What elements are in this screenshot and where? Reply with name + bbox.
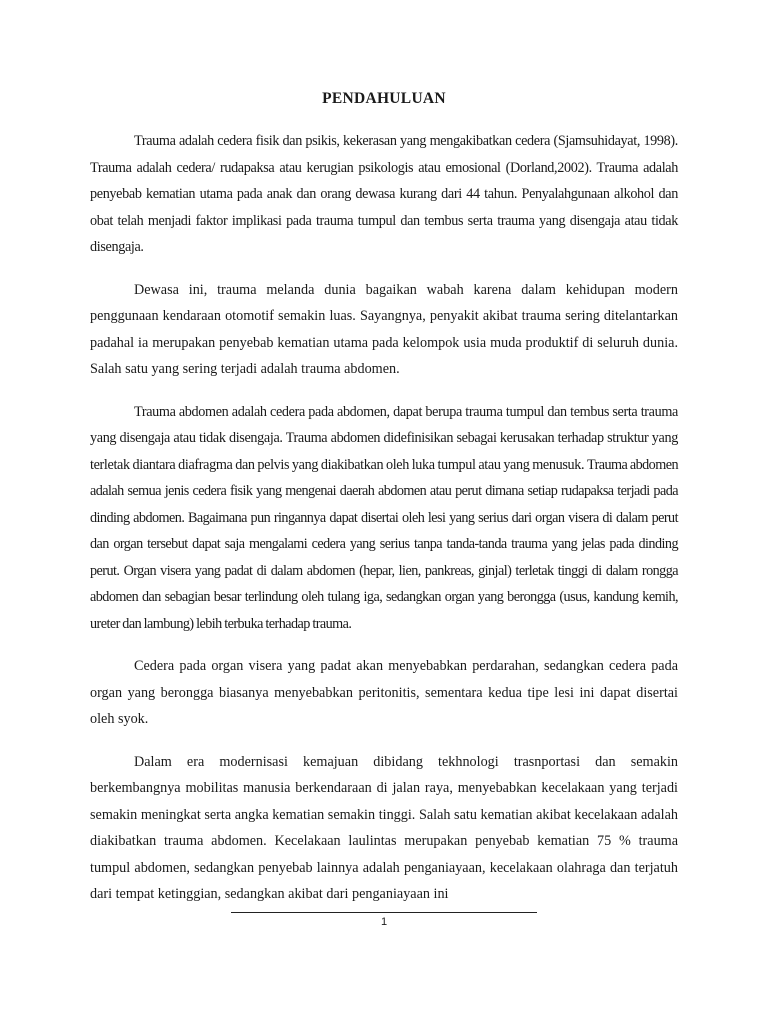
page-number: 1 bbox=[380, 916, 388, 928]
page-title: PENDAHULUAN bbox=[322, 90, 446, 107]
paragraph-2: Dewasa ini, trauma melanda dunia bagaikan wabah karena dalam kehidupan modern penggunaan kendaraan otomotif semakin luas. Sayangnya, penyakit akibat trauma sering ditelantarkan padahal ia merupakan penyebab kematian utama pada kelompok usia muda produktif di seluruh dunia. Salah satu yang sering terjadi adalah trauma abdomen. bbox=[90, 281, 678, 377]
paragraph-spacer bbox=[90, 383, 678, 399]
paragraph-5: Dalam era modernisasi kemajuan dibidang tekhnologi trasnportasi dan semakin berkembangnya mobilitas manusia berkendaraan di jalan raya, menyebabkan kecelakaan yang terjadi semakin meningkat serta angka kematian semakin tinggi. Salah satu kematian akibat kecelakaan adalah diakibatkan trauma abdomen. Kecelakaan laulintas merupakan penyebab kematian 75 % trauma tumpul abdomen, sedangkan penyebab lainnya adalah penganiayaan, kecelakaan olahraga dan terjatuh dari tempat ketinggian, sedangkan akibat dari penganiayaan ini bbox=[90, 753, 678, 902]
paragraph-3 bbox=[90, 399, 678, 638]
paragraph-3-part-b: Trauma abdomen adalah semua jenis cedera fisik yang mengenai daerah abdomen atau perut dimana setiap rudapaksa terjadi pada dinding abdomen. Bagaimana pun ringannya dapat disertai oleh lesi yang serius dari organ visera di dalam perut dan organ tersebut dapat saja mengalami cedera yang serius tanpa tanda-tanda trauma yang jelas pada dinding perut. Organ visera yang padat di dalam abdomen (hepar, lien, pankreas, ginjal) terletak tinggi di dalam rongga abdomen dan sebagian besar terlindung oleh tulang iga, sedangkan organ yang berongga (usus, kandung kemih, ureter dan lambung) lebih terbuka terhadap trauma. bbox=[90, 456, 678, 632]
paragraph-3-part-a: Trauma abdomen adalah cedera pada abdomen, dapat berupa trauma tumpul dan tembus serta trauma yang disengaja atau tidak disengaja. Trauma abdomen didefinisikan sebagai kerusakan terhadap struktur yang terletak diantara diafragma dan pelvis yang diakibatkan oleh luka tumpul atau yang menusuk. bbox=[90, 403, 678, 473]
body-text bbox=[90, 128, 678, 908]
paragraph-spacer bbox=[90, 637, 678, 653]
paragraph-4: Cedera pada organ visera yang padat akan menyebabkan perdarahan, sedangkan cedera pada organ yang berongga biasanya menyebabkan peritonitis, sementara kedua tipe lesi ini dapat disertai oleh syok. bbox=[90, 658, 678, 727]
paragraph-spacer bbox=[90, 261, 678, 277]
paragraph-1: Trauma adalah cedera fisik dan psikis, kekerasan yang mengakibatkan cedera (Sjamsuhidayat, 1998). Trauma adalah cedera/ rudapaksa atau kerugian psikologis atau emosional (Dorland,2002). Trauma adalah penyebab kematian utama pada anak dan orang dewasa kurang dari 44 tahun. Penyalahgunaan alkohol dan obat telah menjadi faktor implikasi pada trauma tumpul dan tembus serta trauma yang disengaja atau tidak disengaja. bbox=[90, 133, 678, 255]
footer-rule bbox=[231, 912, 537, 913]
paragraph-spacer bbox=[90, 733, 678, 749]
